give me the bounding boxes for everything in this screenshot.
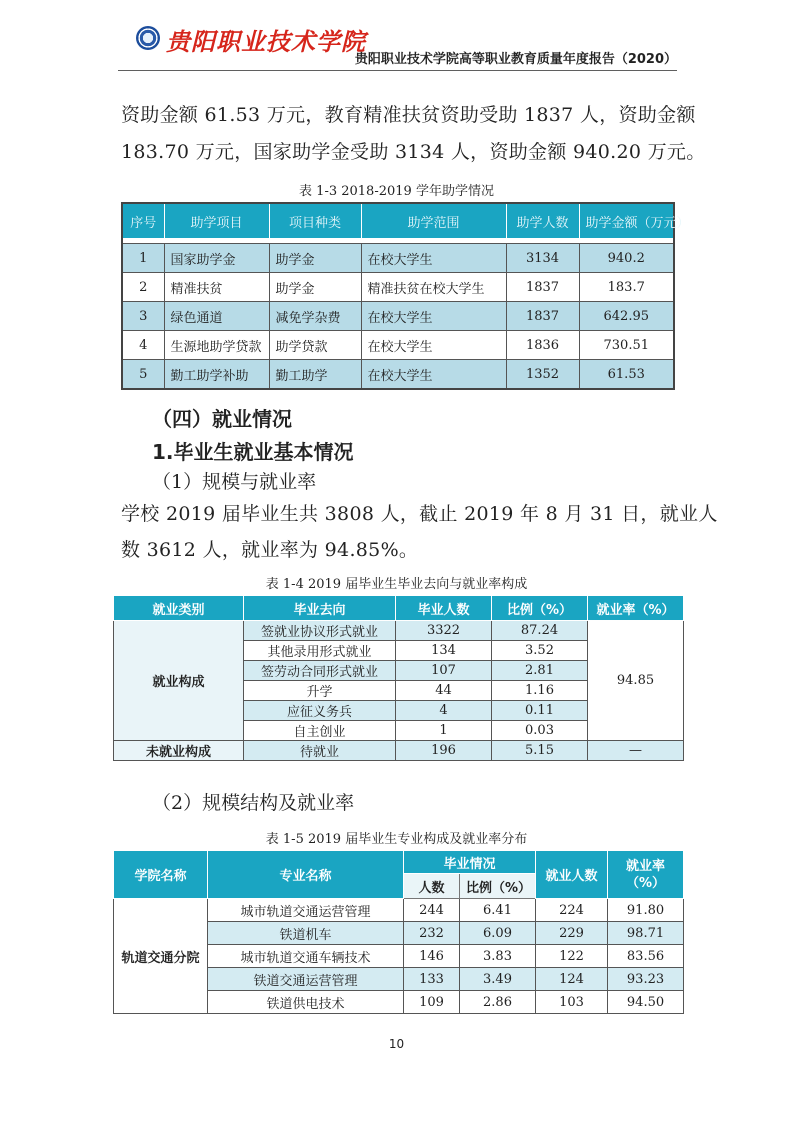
table-cell: 在校大学生 bbox=[361, 360, 506, 390]
paragraph-line: 数 3612 人，就业率为 94.85%。 bbox=[121, 539, 419, 561]
column-header: 毕业人数 bbox=[396, 596, 492, 621]
table-cell: 在校大学生 bbox=[361, 302, 506, 331]
table-cell: 签就业协议形式就业 bbox=[244, 621, 396, 641]
table-cell: 1837 bbox=[506, 302, 579, 331]
table-cell: 3322 bbox=[396, 621, 492, 641]
section-heading: （四）就业情况 bbox=[152, 407, 292, 431]
table-cell: 124 bbox=[536, 968, 608, 991]
category-cell: 就业构成 bbox=[114, 621, 244, 741]
column-header: 序号 bbox=[122, 203, 164, 239]
table-cell: 精准扶贫在校大学生 bbox=[361, 273, 506, 302]
table-row bbox=[122, 244, 674, 273]
table-cell: 224 bbox=[536, 899, 608, 922]
table-cell: 勤工助学补助 bbox=[164, 360, 269, 390]
table-cell: 5.15 bbox=[492, 741, 588, 761]
table-cell: 助学金 bbox=[269, 244, 361, 273]
table-cell: 244 bbox=[404, 899, 460, 922]
college-logo-text: 贵阳职业技术学院 bbox=[166, 27, 366, 56]
table-cell: 1 bbox=[396, 721, 492, 741]
table-cell: 0.03 bbox=[492, 721, 588, 741]
table-cell: 在校大学生 bbox=[361, 244, 506, 273]
table-cell: 3.83 bbox=[460, 945, 536, 968]
table-cell: 6.09 bbox=[460, 922, 536, 945]
table-cell: 133 bbox=[404, 968, 460, 991]
table-row bbox=[122, 273, 674, 302]
table-caption: 表 1-3 2018-2019 学年助学情况 bbox=[299, 184, 494, 199]
column-header: 就业类别 bbox=[114, 596, 244, 621]
column-header: 就业人数 bbox=[536, 851, 608, 899]
table-cell: 196 bbox=[396, 741, 492, 761]
table-cell: 2.81 bbox=[492, 661, 588, 681]
table-cell: 2.86 bbox=[460, 991, 536, 1014]
category-cell: 未就业构成 bbox=[114, 741, 244, 761]
table-row bbox=[122, 360, 674, 390]
column-header: 比例（%） bbox=[460, 874, 536, 899]
table-cell: 146 bbox=[404, 945, 460, 968]
table-cell: 助学贷款 bbox=[269, 331, 361, 360]
table-cell: 5 bbox=[122, 360, 164, 390]
column-header: 就业率（%） bbox=[588, 596, 684, 621]
table-cell: 93.23 bbox=[608, 968, 684, 991]
paragraph-line: 资助金额 61.53 万元，教育精准扶贫资助受助 1837 人，资助金额 bbox=[121, 104, 696, 126]
table-cell: 3 bbox=[122, 302, 164, 331]
subsection-heading: 1.毕业生就业基本情况 bbox=[152, 440, 354, 464]
table-cell: 0.11 bbox=[492, 701, 588, 721]
column-header: 助学人数 bbox=[506, 203, 579, 239]
column-header: 就业率（%） bbox=[608, 851, 684, 899]
table-cell: 1 bbox=[122, 244, 164, 273]
table-cell: 134 bbox=[396, 641, 492, 661]
table-cell: 绿色通道 bbox=[164, 302, 269, 331]
table-cell: 6.41 bbox=[460, 899, 536, 922]
table-cell: 在校大学生 bbox=[361, 331, 506, 360]
subsubsection-heading: （1）规模与就业率 bbox=[152, 471, 317, 493]
table-cell: 87.24 bbox=[492, 621, 588, 641]
table-cell: — bbox=[588, 741, 684, 761]
table-cell: 122 bbox=[536, 945, 608, 968]
table-header-row bbox=[114, 851, 684, 874]
table-caption: 表 1-4 2019 届毕业生毕业去向与就业率构成 bbox=[265, 577, 528, 592]
column-header: 学院名称 bbox=[114, 851, 208, 899]
table-cell: 应征义务兵 bbox=[244, 701, 396, 721]
aid-table bbox=[121, 202, 690, 390]
column-header: 专业名称 bbox=[208, 851, 404, 899]
table-cell: 签劳动合同形式就业 bbox=[244, 661, 396, 681]
employment-table bbox=[113, 595, 684, 761]
table-cell: 城市轨道交通运营管理 bbox=[208, 899, 404, 922]
table-cell: 3134 bbox=[506, 244, 579, 273]
page-number: 10 bbox=[388, 1037, 405, 1051]
column-header: 比例（%） bbox=[492, 596, 588, 621]
header-divider bbox=[118, 70, 677, 71]
table-row bbox=[114, 621, 684, 641]
column-header: 助学项目 bbox=[164, 203, 269, 239]
table-cell: 229 bbox=[536, 922, 608, 945]
table-cell: 642.95 bbox=[579, 302, 674, 331]
table-cell: 城市轨道交通车辆技术 bbox=[208, 945, 404, 968]
table-cell: 国家助学金 bbox=[164, 244, 269, 273]
table-cell: 103 bbox=[536, 991, 608, 1014]
table-cell: 91.80 bbox=[608, 899, 684, 922]
table-cell: 铁道供电技术 bbox=[208, 991, 404, 1014]
paragraph-line: 学校 2019 届毕业生共 3808 人，截止 2019 年 8 月 31 日，就业人 bbox=[121, 503, 718, 525]
table-row bbox=[114, 899, 684, 922]
major-employment-table bbox=[113, 850, 684, 1014]
column-header: 助学金额（万元） bbox=[579, 203, 674, 239]
table-cell: 精准扶贫 bbox=[164, 273, 269, 302]
table-row bbox=[114, 741, 684, 761]
table-cell: 减免学杂费 bbox=[269, 302, 361, 331]
table-cell: 升学 bbox=[244, 681, 396, 701]
table-cell: 铁道交通运营管理 bbox=[208, 968, 404, 991]
column-header: 人数 bbox=[404, 874, 460, 899]
table-cell: 940.2 bbox=[579, 244, 674, 273]
table-cell: 自主创业 bbox=[244, 721, 396, 741]
table-cell: 勤工助学 bbox=[269, 360, 361, 390]
table-cell: 4 bbox=[396, 701, 492, 721]
table-row bbox=[122, 331, 674, 360]
table-cell: 助学金 bbox=[269, 273, 361, 302]
column-header: 毕业情况 bbox=[404, 851, 536, 874]
table-cell: 铁道机车 bbox=[208, 922, 404, 945]
table-cell: 94.50 bbox=[608, 991, 684, 1014]
table-row bbox=[122, 302, 674, 331]
table-cell: 109 bbox=[404, 991, 460, 1014]
column-header: 助学范围 bbox=[361, 203, 506, 239]
paragraph-line: 183.70 万元，国家助学金受助 3134 人，资助金额 940.20 万元。 bbox=[121, 141, 706, 163]
table-cell: 1837 bbox=[506, 273, 579, 302]
table-cell: 2 bbox=[122, 273, 164, 302]
table-cell: 61.53 bbox=[579, 360, 674, 390]
table-cell: 其他录用形式就业 bbox=[244, 641, 396, 661]
table-cell: 1352 bbox=[506, 360, 579, 390]
column-header: 项目种类 bbox=[269, 203, 361, 239]
college-emblem-icon bbox=[136, 26, 160, 50]
table-cell: 生源地助学贷款 bbox=[164, 331, 269, 360]
table-cell: 83.56 bbox=[608, 945, 684, 968]
table-header-row bbox=[114, 596, 684, 621]
column-header: 毕业去向 bbox=[244, 596, 396, 621]
employment-rate-cell: 94.85 bbox=[588, 621, 684, 741]
table-header-row bbox=[122, 203, 674, 239]
table-cell: 44 bbox=[396, 681, 492, 701]
table-cell: 3.49 bbox=[460, 968, 536, 991]
table-caption: 表 1-5 2019 届毕业生专业构成及就业率分布 bbox=[265, 832, 528, 847]
subsubsection-heading: （2）规模结构及就业率 bbox=[152, 792, 355, 814]
report-title: 贵阳职业技术学院高等职业教育质量年度报告（2020） bbox=[354, 52, 677, 67]
college-cell: 轨道交通分院 bbox=[114, 899, 208, 1014]
table-cell: 1.16 bbox=[492, 681, 588, 701]
table-cell: 730.51 bbox=[579, 331, 674, 360]
table-cell: 1836 bbox=[506, 331, 579, 360]
page-header bbox=[0, 0, 793, 75]
table-cell: 183.7 bbox=[579, 273, 674, 302]
table-cell: 232 bbox=[404, 922, 460, 945]
table-cell: 98.71 bbox=[608, 922, 684, 945]
table-cell: 3.52 bbox=[492, 641, 588, 661]
table-cell: 待就业 bbox=[244, 741, 396, 761]
table-cell: 4 bbox=[122, 331, 164, 360]
table-cell: 107 bbox=[396, 661, 492, 681]
